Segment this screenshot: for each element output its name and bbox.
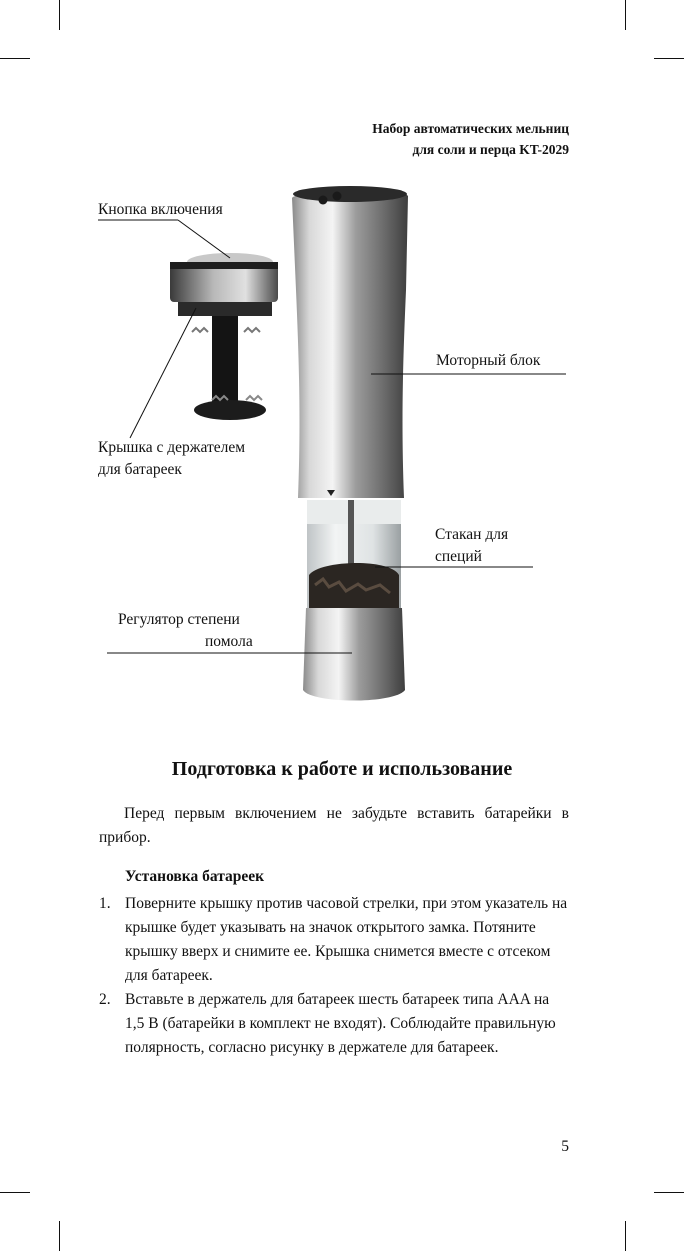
header-line-2: для соли и перца KT-2029 xyxy=(412,142,569,157)
label-motor-block: Моторный блок xyxy=(436,352,541,369)
step-text: Вставьте в держатель для батареек шесть батареек типа AAA на 1,5 В (батарейки в комплект не входят). Соблюдайте правильную полярность, согласно рисунку в держателе для батареек. xyxy=(125,991,556,1056)
label-grind-line-2: помола xyxy=(205,633,253,650)
motor-block-body xyxy=(292,186,408,498)
subheading-battery-install: Установка батареек xyxy=(125,868,265,885)
label-cup-line-2: специй xyxy=(435,548,482,565)
steps-list xyxy=(99,892,569,1060)
crop-mark xyxy=(625,1221,626,1251)
header-line-1: Набор автоматических мельниц xyxy=(372,121,569,136)
crop-mark xyxy=(0,1192,30,1193)
page-number: 5 xyxy=(561,1138,569,1155)
spice-cup-body xyxy=(307,500,401,610)
crop-mark xyxy=(654,1192,684,1193)
battery-lid-assembly xyxy=(170,253,278,420)
step-number: 1. xyxy=(99,895,111,912)
crop-mark xyxy=(59,1221,60,1251)
label-lid-line-2: для батареек xyxy=(98,461,182,478)
intro-paragraph: Перед первым включением не забудьте вставить батарейки в прибор. xyxy=(99,805,569,846)
step-number: 2. xyxy=(99,991,111,1008)
list-item xyxy=(99,892,569,988)
list-item xyxy=(99,988,569,1060)
label-grind-line-1: Регулятор степени xyxy=(118,611,240,628)
label-power-button: Кнопка включения xyxy=(98,201,223,218)
step-text: Поверните крышку против часовой стрелки, при этом указатель на крышке будет указывать на значок открытого замка. Потяните крышку вверх и снимите ее. Крышка снимется вместе с отсеком для батареек. xyxy=(125,895,568,984)
section-title: Подготовка к работе и использование xyxy=(171,758,513,780)
label-cup-line-1: Стакан для xyxy=(435,526,509,543)
label-lid-line-1: Крышка с держателем xyxy=(98,439,246,456)
grind-regulator-body xyxy=(303,608,405,701)
